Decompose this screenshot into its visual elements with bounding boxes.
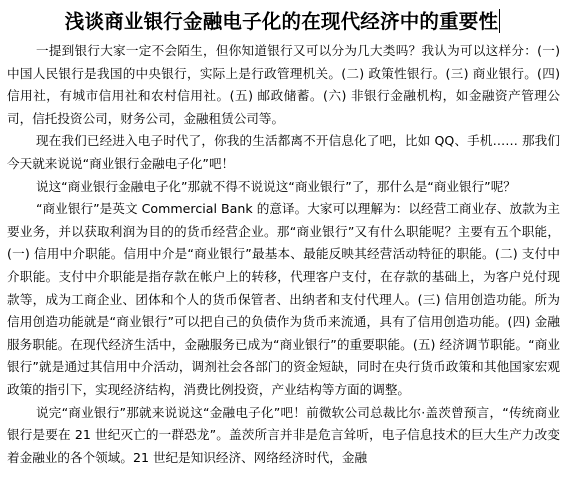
text-cursor bbox=[499, 9, 500, 33]
paragraph-electronic-era: 现在我们已经进入电子时代了，你我的生活都离不开信息化了吧，比如 QQ、手机…… 那我们今天就来说说“商业银行金融电子化”吧！ bbox=[7, 133, 560, 171]
paragraph-financial-electronics: 说完“商业银行”那就来说说这“金融电子化”吧！前微软公司总裁比尔·盖茨曾预言，“传统商业银行是要在 21 世纪灭亡的一群恐龙”。盖茨所言并非是危言耸听，电子信息技术的巨大生产力改变着金融业的各个领域。21 世纪是知识经济、网络经济时代，金融 bbox=[7, 404, 560, 465]
document-title: 浅谈商业银行金融电子化的在现代经济中的重要性 bbox=[64, 10, 499, 33]
paragraph-commercial-bank-functions: “商业银行”是英文 Commercial Bank 的意译。大家可以理解为：以经营工商业存、放款为主要业务，并以获取利润为目的的货币经营企业。那“商业银行”又有什么职能呢？主要有五个职能，(一) 信用中介职能。信用中介是“商业银行”最基本、最能反映其经营活动特征的职能。(二) 支付中介职能。支付中介职能是指存款在帐户上的转移，代理客户支付，在存款的基础上，为客户兑付现款等，成为工商企业、团体和个人的货币保管者、出纳者和支付代理人。(三) 信用创造功能。所为信用创造功能就是“商业银行”可以把自己的负债作为货币来流通，具有了信用创造功能。(四) 金融服务职能。在现代经济生活中，金融服务已成为“商业银行”的重要职能。(五) 经济调节职能。“商业银行”就是通过其信用中介活动，调剂社会各部门的资金短缺，同时在央行货币政策和其他国家宏观政策的指引下，实现经济结构，消费比例投资，产业结构等方面的调整。 bbox=[7, 201, 560, 397]
paragraph-bank-types: 一提到银行大家一定不会陌生，但你知道银行又可以分为几大类吗？我认为可以这样分：(一) 中国人民银行是我国的中央银行，实际上是行政管理机关。(二) 政策性银行。(三) 商业银行。(四) 信用社，有城市信用社和农村信用社。(五) 邮政储蓄。(六) 非银行金融机构，如金融资产管理公司，信托投资公司，财务公司，金融租赁公司等。 bbox=[7, 43, 560, 126]
document-body[interactable] bbox=[7, 40, 560, 469]
paragraph-commercial-bank-question: 说这“商业银行金融电子化”那就不得不说说这“商业银行”了，那什么是“商业银行”呢？ bbox=[35, 178, 516, 194]
title-row bbox=[0, 7, 565, 39]
